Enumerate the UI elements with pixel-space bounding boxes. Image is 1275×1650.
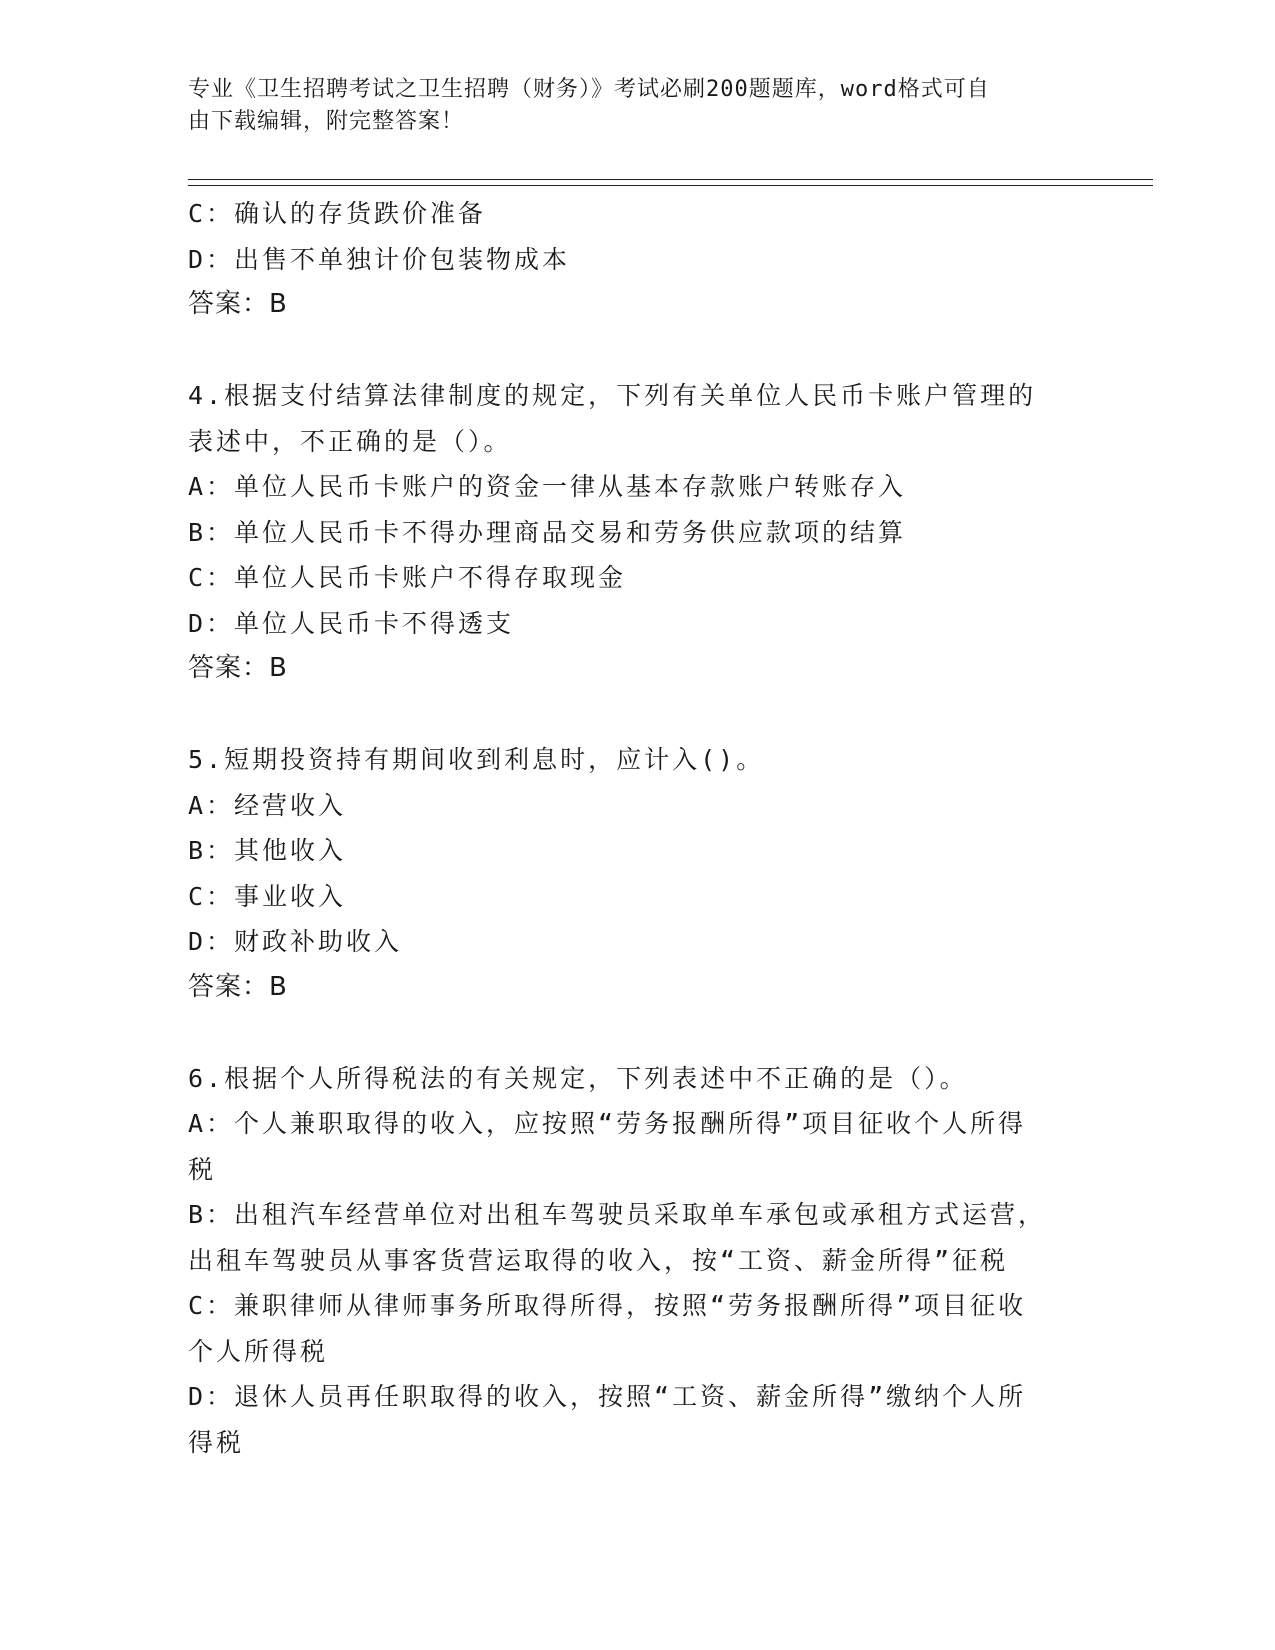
document-body (188, 191, 1068, 1465)
option-b: B：单位人民币卡不得办理商品交易和劳务供应款项的结算 (188, 517, 907, 547)
option-a-continued: 税 (188, 1154, 217, 1184)
header-double-rule (188, 179, 1153, 186)
question-3-continued (188, 191, 1068, 328)
option-a: A：单位人民币卡账户的资金一律从基本存款账户转账存入 (188, 472, 907, 501)
option-c: C：确认的存货跌价准备 (188, 199, 487, 228)
option-a: A：个人兼职取得的收入，应按照“劳务报酬所得”项目征收个人所得 (188, 1109, 1027, 1138)
option-d: D：出售不单独计价包装物成本 (188, 244, 571, 274)
answer-line: 答案：B (188, 971, 288, 1002)
question-stem: 表述中，不正确的是（）。 (188, 426, 512, 456)
option-d: D：退休人员再任职取得的收入，按照“工资、薪金所得”缴纳个人所 (188, 1382, 1027, 1411)
option-b-continued: 出租车驾驶员从事客货营运取得的收入，按“工资、薪金所得”征税 (188, 1245, 1009, 1275)
option-c: C：事业收入 (188, 881, 347, 911)
answer-line: 答案：B (188, 653, 288, 683)
question-stem: 6.根据个人所得税法的有关规定，下列表述中不正确的是（）。 (188, 1063, 968, 1093)
option-c: C：单位人民币卡账户不得存取现金 (188, 563, 627, 592)
option-d: D：单位人民币卡不得透支 (188, 608, 515, 638)
option-b: B：出租汽车经营单位对出租车驾驶员采取单车承包或承租方式运营， (188, 1200, 1047, 1229)
question-5 (188, 737, 1068, 1010)
option-b: B：其他收入 (188, 836, 347, 865)
spacer (188, 1010, 1068, 1056)
option-d: D：财政补助收入 (188, 927, 403, 956)
question-4 (188, 373, 1068, 692)
option-a: A：经营收入 (188, 790, 347, 820)
header-title-line-2: 由下载编辑，附完整答案！ (188, 109, 465, 134)
option-c: C：兼职律师从律师事务所取得所得，按照“劳务报酬所得”项目征收 (188, 1291, 1027, 1320)
option-c-continued: 个人所得税 (188, 1336, 329, 1366)
answer-line: 答案：B (188, 289, 288, 319)
option-d-continued: 得税 (188, 1427, 245, 1457)
page-header (188, 74, 1068, 138)
spacer (188, 328, 1068, 374)
question-stem: 4.根据支付结算法律制度的规定，下列有关单位人民币卡账户管理的 (188, 381, 1037, 410)
spacer (188, 692, 1068, 738)
question-6 (188, 1056, 1068, 1466)
header-title-line-1: 专业《卫生招聘考试之卫生招聘（财务）》考试必刷200题题库，word格式可自 (188, 77, 990, 102)
question-stem: 5.短期投资持有期间收到利息时，应计入()。 (188, 745, 765, 774)
